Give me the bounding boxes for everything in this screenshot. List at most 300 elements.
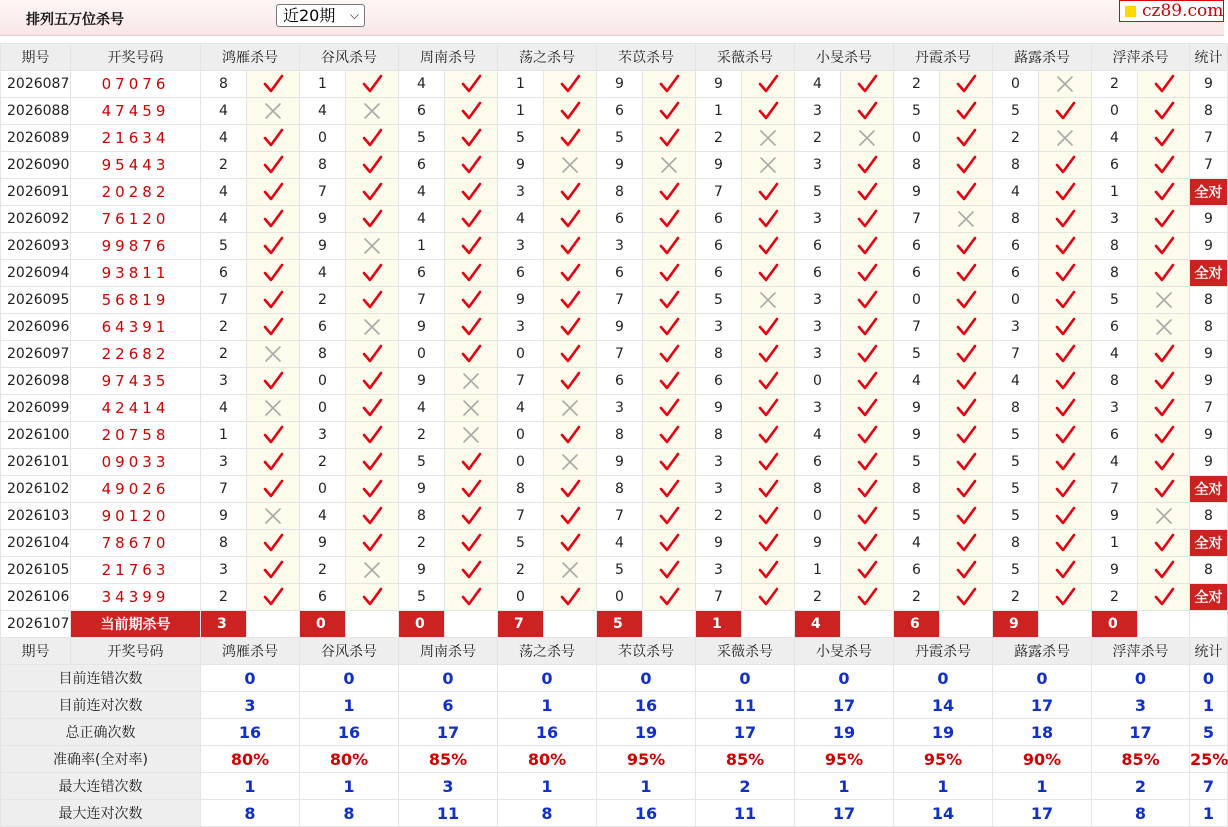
check-icon — [1054, 317, 1076, 337]
check-icon — [361, 182, 383, 202]
check-icon — [856, 344, 878, 364]
check-icon — [757, 344, 779, 364]
result-mark-cell — [841, 584, 894, 611]
kill-number-cell: 4 — [201, 125, 247, 152]
kill-number-cell: 7 — [399, 287, 445, 314]
kill-number-cell: 1 — [498, 98, 544, 125]
summary-value: 1 — [795, 773, 894, 800]
check-icon — [262, 587, 284, 607]
kill-number-cell: 5 — [1092, 287, 1138, 314]
result-mark-cell — [643, 476, 696, 503]
check-icon — [658, 452, 680, 472]
result-mark-cell — [1138, 233, 1190, 260]
result-mark-cell — [247, 233, 300, 260]
draw-number-cell: 93811 — [71, 260, 201, 287]
check-icon — [460, 506, 482, 526]
check-icon — [1153, 74, 1175, 94]
result-mark-cell — [1138, 152, 1190, 179]
kill-number-cell: 2 — [894, 71, 940, 98]
kill-number-cell: 3 — [795, 206, 841, 233]
kill-number-cell: 8 — [696, 341, 742, 368]
site-logo[interactable] — [1119, 0, 1224, 22]
table-row — [1, 503, 1228, 530]
kill-number-cell: 2 — [300, 557, 346, 584]
result-mark-cell — [1138, 476, 1190, 503]
summary-value: 95% — [795, 746, 894, 773]
check-icon — [955, 587, 977, 607]
cross-icon — [1153, 506, 1175, 526]
check-icon — [460, 479, 482, 499]
summary-value: 8 — [498, 800, 597, 827]
kill-number-cell: 8 — [597, 422, 643, 449]
result-mark-cell — [544, 368, 597, 395]
check-icon — [955, 371, 977, 391]
cross-icon — [361, 101, 383, 121]
summary-row — [1, 746, 1228, 773]
check-icon — [1054, 425, 1076, 445]
summary-value: 16 — [597, 692, 696, 719]
header-expert: 小旻杀号 — [795, 638, 894, 665]
kill-number-cell: 9 — [597, 449, 643, 476]
result-mark-cell — [544, 233, 597, 260]
draw-number-cell: 56819 — [71, 287, 201, 314]
result-mark-cell — [544, 503, 597, 530]
result-mark-cell — [1138, 368, 1190, 395]
header-expert: 荡之杀号 — [498, 44, 597, 71]
table-row — [1, 287, 1228, 314]
check-icon — [856, 560, 878, 580]
table-row — [1, 71, 1228, 98]
kill-number-cell: 0 — [498, 422, 544, 449]
result-mark-cell — [346, 179, 399, 206]
result-mark-cell — [1138, 179, 1190, 206]
kill-number-cell: 6 — [894, 557, 940, 584]
kill-number-cell: 7 — [597, 341, 643, 368]
header-expert: 采薇杀号 — [696, 44, 795, 71]
current-kill-value: 7 — [498, 611, 544, 638]
kill-number-cell: 4 — [795, 71, 841, 98]
check-icon — [757, 479, 779, 499]
result-mark-cell — [643, 152, 696, 179]
kill-number-cell: 2 — [399, 422, 445, 449]
stat-cell: 9 — [1190, 71, 1228, 98]
check-icon — [1054, 101, 1076, 121]
kill-number-cell: 4 — [597, 530, 643, 557]
summary-value: 17 — [993, 692, 1092, 719]
current-period-row — [1, 611, 1228, 638]
result-mark-cell — [940, 179, 993, 206]
period-range-select[interactable] — [276, 4, 365, 27]
summary-value: 80% — [201, 746, 300, 773]
summary-value: 14 — [894, 800, 993, 827]
summary-value: 16 — [300, 719, 399, 746]
summary-row — [1, 665, 1228, 692]
table-row — [1, 584, 1228, 611]
result-mark-cell — [940, 395, 993, 422]
result-mark-cell — [1138, 314, 1190, 341]
result-mark-cell — [247, 98, 300, 125]
check-icon — [262, 182, 284, 202]
summary-value: 0 — [201, 665, 300, 692]
check-icon — [757, 263, 779, 283]
check-icon — [262, 128, 284, 148]
kill-number-cell: 2 — [696, 125, 742, 152]
kill-number-cell: 1 — [399, 233, 445, 260]
kill-number-cell: 8 — [597, 179, 643, 206]
summary-value: 19 — [795, 719, 894, 746]
result-mark-cell — [940, 422, 993, 449]
table-row — [1, 341, 1228, 368]
check-icon — [1054, 290, 1076, 310]
kill-number-cell: 6 — [300, 584, 346, 611]
summary-label: 目前连对次数 — [1, 692, 201, 719]
check-icon — [361, 209, 383, 229]
period-cell: 2026096 — [1, 314, 71, 341]
check-icon — [856, 317, 878, 337]
result-mark-cell — [940, 98, 993, 125]
result-mark-cell — [346, 125, 399, 152]
check-icon — [658, 290, 680, 310]
header-expert: 周南杀号 — [399, 638, 498, 665]
all-correct-badge: 全对 — [1190, 530, 1228, 557]
result-mark-cell — [247, 152, 300, 179]
draw-number-cell: 78670 — [71, 530, 201, 557]
kill-number-cell: 5 — [993, 503, 1039, 530]
kill-number-cell: 8 — [300, 341, 346, 368]
header-expert: 蕗露杀号 — [993, 638, 1092, 665]
result-mark-cell — [1138, 584, 1190, 611]
current-kill-label: 当前期杀号 — [71, 611, 201, 638]
table-row — [1, 422, 1228, 449]
summary-stat: 1 — [1190, 800, 1228, 827]
stat-cell: 8 — [1190, 287, 1228, 314]
check-icon — [955, 452, 977, 472]
chevron-down-icon: ⌵ — [349, 8, 359, 22]
check-icon — [856, 506, 878, 526]
result-mark-cell — [445, 98, 498, 125]
check-icon — [955, 344, 977, 364]
current-kill-value: 4 — [795, 611, 841, 638]
current-kill-blank — [445, 611, 498, 638]
kill-number-cell: 2 — [498, 557, 544, 584]
check-icon — [361, 506, 383, 526]
kill-number-cell: 5 — [894, 341, 940, 368]
check-icon — [262, 371, 284, 391]
draw-number-cell: 99876 — [71, 233, 201, 260]
cross-icon — [361, 560, 383, 580]
header-expert: 谷风杀号 — [300, 638, 399, 665]
current-kill-blank — [643, 611, 696, 638]
header-draw: 开奖号码 — [71, 638, 201, 665]
period-cell: 2026106 — [1, 584, 71, 611]
result-mark-cell — [1039, 233, 1092, 260]
summary-value: 8 — [201, 800, 300, 827]
result-mark-cell — [247, 314, 300, 341]
check-icon — [757, 371, 779, 391]
cross-icon — [262, 101, 284, 121]
check-icon — [460, 587, 482, 607]
period-cell: 2026088 — [1, 98, 71, 125]
check-icon — [1054, 560, 1076, 580]
kill-number-table — [0, 43, 1228, 827]
result-mark-cell — [742, 449, 795, 476]
page-title: 排列五万位杀号 — [26, 12, 124, 28]
result-mark-cell — [841, 530, 894, 557]
cross-icon — [559, 155, 581, 175]
result-mark-cell — [1039, 476, 1092, 503]
result-mark-cell — [247, 368, 300, 395]
result-mark-cell — [940, 368, 993, 395]
kill-number-cell: 4 — [993, 368, 1039, 395]
result-mark-cell — [544, 422, 597, 449]
kill-number-cell: 9 — [399, 314, 445, 341]
summary-stat: 25% — [1190, 746, 1228, 773]
result-mark-cell — [1039, 557, 1092, 584]
header-expert: 芣苡杀号 — [597, 44, 696, 71]
result-mark-cell — [940, 71, 993, 98]
period-cell: 2026091 — [1, 179, 71, 206]
kill-number-cell: 2 — [201, 152, 247, 179]
check-icon — [1153, 128, 1175, 148]
check-icon — [757, 533, 779, 553]
result-mark-cell — [1039, 125, 1092, 152]
kill-number-cell: 6 — [795, 449, 841, 476]
check-icon — [361, 452, 383, 472]
result-mark-cell — [544, 476, 597, 503]
header-expert: 荡之杀号 — [498, 638, 597, 665]
result-mark-cell — [1138, 557, 1190, 584]
result-mark-cell — [940, 314, 993, 341]
stat-cell: 7 — [1190, 152, 1228, 179]
check-icon — [757, 425, 779, 445]
cross-icon — [1054, 74, 1076, 94]
kill-number-cell: 3 — [795, 98, 841, 125]
summary-value: 19 — [894, 719, 993, 746]
check-icon — [1054, 344, 1076, 364]
result-mark-cell — [742, 125, 795, 152]
cross-icon — [559, 398, 581, 418]
kill-number-cell: 6 — [498, 260, 544, 287]
current-kill-blank — [742, 611, 795, 638]
check-icon — [757, 398, 779, 418]
result-mark-cell — [346, 314, 399, 341]
summary-value: 6 — [399, 692, 498, 719]
kill-number-cell: 8 — [993, 395, 1039, 422]
check-icon — [658, 506, 680, 526]
result-mark-cell — [445, 395, 498, 422]
check-icon — [658, 263, 680, 283]
check-icon — [856, 290, 878, 310]
cross-icon — [1153, 317, 1175, 337]
result-mark-cell — [1039, 152, 1092, 179]
summary-value: 85% — [1092, 746, 1190, 773]
result-mark-cell — [445, 179, 498, 206]
kill-number-cell: 8 — [1092, 368, 1138, 395]
result-mark-cell — [643, 395, 696, 422]
result-mark-cell — [1039, 422, 1092, 449]
kill-number-cell: 9 — [597, 314, 643, 341]
kill-number-cell: 0 — [300, 125, 346, 152]
period-cell: 2026101 — [1, 449, 71, 476]
summary-value: 1 — [498, 692, 597, 719]
result-mark-cell — [445, 530, 498, 557]
summary-value: 1 — [597, 773, 696, 800]
result-mark-cell — [841, 314, 894, 341]
kill-number-cell: 9 — [894, 395, 940, 422]
table-row — [1, 98, 1228, 125]
kill-number-cell: 4 — [300, 260, 346, 287]
summary-value: 90% — [993, 746, 1092, 773]
result-mark-cell — [445, 287, 498, 314]
check-icon — [856, 479, 878, 499]
kill-number-cell: 8 — [993, 152, 1039, 179]
kill-number-cell: 8 — [894, 152, 940, 179]
header-expert: 浮萍杀号 — [1092, 44, 1190, 71]
kill-number-cell: 9 — [201, 503, 247, 530]
kill-number-cell: 0 — [894, 287, 940, 314]
result-mark-cell — [346, 584, 399, 611]
result-mark-cell — [940, 233, 993, 260]
result-mark-cell — [841, 503, 894, 530]
check-icon — [658, 182, 680, 202]
summary-label: 目前连错次数 — [1, 665, 201, 692]
header-expert: 鸿雁杀号 — [201, 638, 300, 665]
result-mark-cell — [1138, 206, 1190, 233]
kill-number-cell: 2 — [201, 341, 247, 368]
kill-number-cell: 3 — [201, 557, 247, 584]
summary-value: 0 — [1092, 665, 1190, 692]
draw-number-cell: 90120 — [71, 503, 201, 530]
check-icon — [559, 587, 581, 607]
summary-value: 0 — [399, 665, 498, 692]
check-icon — [460, 452, 482, 472]
result-mark-cell — [1138, 341, 1190, 368]
current-kill-value: 1 — [696, 611, 742, 638]
kill-number-cell: 5 — [993, 98, 1039, 125]
result-mark-cell — [1138, 503, 1190, 530]
check-icon — [757, 236, 779, 256]
result-mark-cell — [445, 368, 498, 395]
kill-number-cell: 9 — [498, 287, 544, 314]
result-mark-cell — [544, 314, 597, 341]
period-range-value: 近20期 — [283, 6, 336, 25]
check-icon — [1153, 398, 1175, 418]
kill-number-cell: 5 — [201, 233, 247, 260]
kill-number-cell: 6 — [894, 260, 940, 287]
check-icon — [559, 533, 581, 553]
draw-number-cell: 42414 — [71, 395, 201, 422]
summary-value: 18 — [993, 719, 1092, 746]
summary-value: 3 — [399, 773, 498, 800]
check-icon — [955, 182, 977, 202]
result-mark-cell — [247, 341, 300, 368]
check-icon — [658, 425, 680, 445]
cross-icon — [559, 560, 581, 580]
check-icon — [1054, 263, 1076, 283]
kill-number-cell: 4 — [399, 206, 445, 233]
check-icon — [460, 560, 482, 580]
check-icon — [559, 425, 581, 445]
summary-value: 2 — [1092, 773, 1190, 800]
kill-number-cell: 9 — [696, 71, 742, 98]
result-mark-cell — [346, 341, 399, 368]
draw-number-cell: 49026 — [71, 476, 201, 503]
result-mark-cell — [643, 557, 696, 584]
cross-icon — [757, 155, 779, 175]
kill-number-cell: 3 — [696, 314, 742, 341]
check-icon — [856, 398, 878, 418]
result-mark-cell — [247, 125, 300, 152]
summary-value: 11 — [399, 800, 498, 827]
check-icon — [460, 101, 482, 121]
kill-number-cell: 3 — [696, 476, 742, 503]
result-mark-cell — [643, 314, 696, 341]
kill-number-cell: 7 — [498, 368, 544, 395]
check-icon — [955, 128, 977, 148]
check-icon — [856, 263, 878, 283]
draw-number-cell: 09033 — [71, 449, 201, 476]
check-icon — [361, 425, 383, 445]
result-mark-cell — [742, 503, 795, 530]
check-icon — [262, 560, 284, 580]
stat-cell: 8 — [1190, 503, 1228, 530]
result-mark-cell — [544, 71, 597, 98]
result-mark-cell — [742, 476, 795, 503]
check-icon — [1153, 425, 1175, 445]
current-kill-blank — [1138, 611, 1190, 638]
check-icon — [1054, 371, 1076, 391]
period-cell: 2026089 — [1, 125, 71, 152]
result-mark-cell — [940, 260, 993, 287]
check-icon — [955, 155, 977, 175]
current-kill-value: 3 — [201, 611, 247, 638]
check-icon — [955, 398, 977, 418]
result-mark-cell — [643, 530, 696, 557]
check-icon — [955, 560, 977, 580]
result-mark-cell — [1138, 125, 1190, 152]
kill-number-cell: 6 — [1092, 422, 1138, 449]
result-mark-cell — [742, 530, 795, 557]
result-mark-cell — [346, 476, 399, 503]
kill-number-cell: 5 — [795, 179, 841, 206]
period-cell: 2026087 — [1, 71, 71, 98]
check-icon — [361, 398, 383, 418]
summary-value: 1 — [498, 773, 597, 800]
kill-number-cell: 9 — [597, 71, 643, 98]
kill-number-cell: 3 — [201, 368, 247, 395]
check-icon — [658, 236, 680, 256]
result-mark-cell — [643, 368, 696, 395]
cross-icon — [361, 236, 383, 256]
kill-number-cell: 6 — [894, 233, 940, 260]
kill-number-cell: 1 — [1092, 179, 1138, 206]
period-cell: 2026100 — [1, 422, 71, 449]
kill-number-cell: 8 — [993, 530, 1039, 557]
kill-number-cell: 0 — [993, 71, 1039, 98]
result-mark-cell — [841, 179, 894, 206]
kill-number-cell: 2 — [696, 503, 742, 530]
check-icon — [559, 182, 581, 202]
summary-value: 17 — [795, 692, 894, 719]
result-mark-cell — [1039, 287, 1092, 314]
all-correct-badge: 全对 — [1190, 179, 1228, 206]
kill-number-cell: 7 — [696, 584, 742, 611]
result-mark-cell — [1039, 71, 1092, 98]
result-mark-cell — [346, 395, 399, 422]
result-mark-cell — [346, 368, 399, 395]
result-mark-cell — [247, 530, 300, 557]
check-icon — [262, 236, 284, 256]
